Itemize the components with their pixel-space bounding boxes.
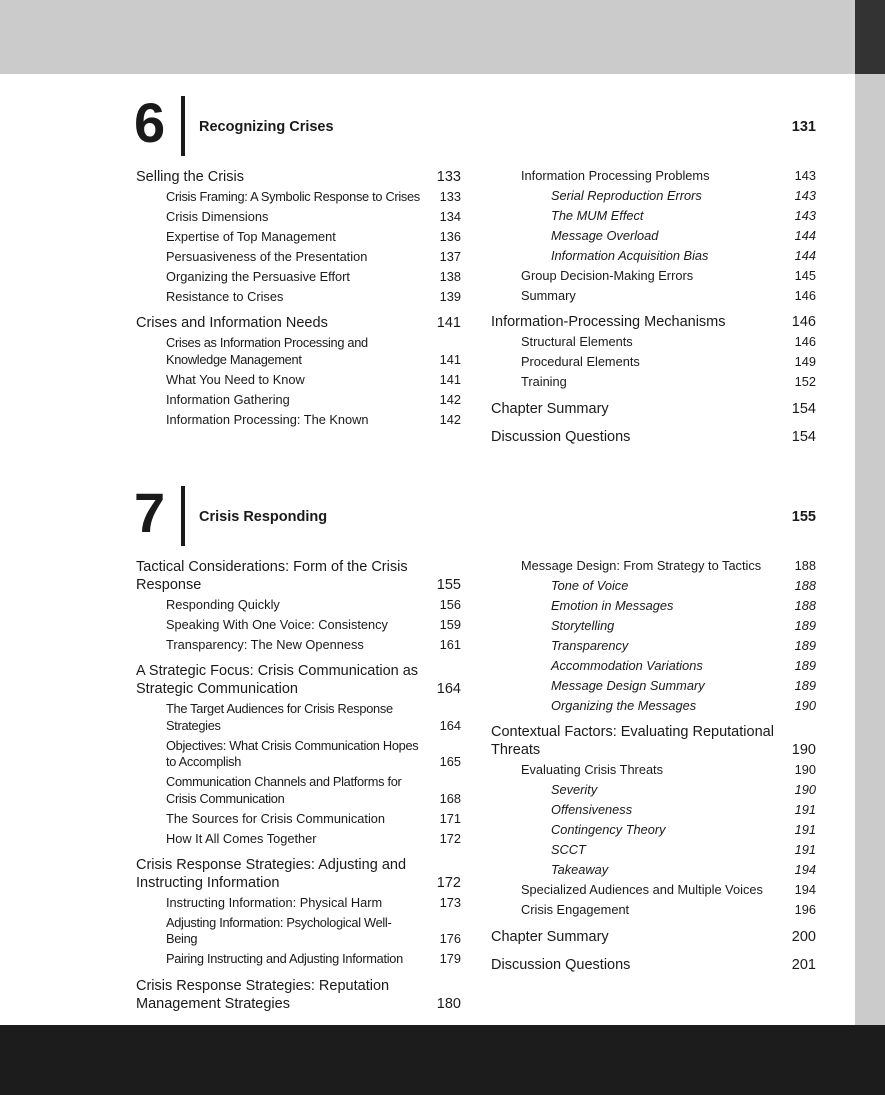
toc-entry-level-2	[136, 392, 461, 408]
toc-entry-level-3	[491, 618, 816, 634]
toc-entry-level-1	[491, 928, 816, 946]
toc-entry-level-2	[136, 412, 461, 428]
toc-column-left	[136, 558, 461, 1013]
toc-entry-title: Information Acquisition Bias	[551, 248, 709, 263]
toc-entry-title: Offensiveness	[551, 802, 633, 818]
toc-entry-title: The Sources for Crisis Communication	[166, 810, 386, 826]
toc-entry-title: Persuasiveness of the Presentation	[166, 249, 368, 264]
toc-entry-page: 191	[794, 802, 816, 818]
viewer-corner	[855, 0, 885, 74]
toc-entry-page: 191	[794, 822, 816, 838]
toc-entry-page: 168	[439, 790, 461, 806]
toc-entry-level-1	[136, 856, 461, 892]
toc-entry-title: Contextual Factors: Evaluating Reputational Threats	[491, 724, 774, 759]
toc-entry-title: Message Design: From Strategy to Tactics	[521, 558, 762, 573]
toc-entry-level-2	[136, 269, 461, 285]
toc-entry-page: 180	[436, 995, 461, 1012]
toc-entry-page: 172	[436, 875, 461, 892]
toc-entry-title: Group Decision-Making Errors	[521, 268, 694, 283]
toc-entry-title: Crises as Information Processing and Knowledge Management	[166, 335, 368, 367]
toc-entry-level-2	[136, 597, 461, 613]
toc-entry-title: Chapter Summary	[491, 928, 609, 945]
toc-entry-level-2	[136, 229, 461, 245]
toc-entry-level-2	[136, 637, 461, 653]
toc-entry-page: 138	[439, 269, 461, 284]
toc-entry-page: 144	[794, 228, 816, 243]
toc-entry-level-3	[491, 208, 816, 224]
toc-entry-level-3	[491, 698, 816, 714]
toc-column-left	[136, 168, 461, 428]
toc-entry-page: 179	[439, 951, 461, 967]
toc-entry-level-2	[491, 902, 816, 918]
toc-entry-level-3	[491, 638, 816, 654]
toc-entry-page: 188	[794, 598, 816, 613]
toc-entry-title: Discussion Questions	[491, 428, 631, 445]
toc-entry-title: Tone of Voice	[551, 578, 629, 593]
toc-entry-level-2	[491, 334, 816, 350]
viewer-top-bar	[0, 0, 855, 74]
toc-entry-level-1	[136, 977, 461, 1013]
toc-entry-level-3	[491, 822, 816, 838]
toc-entry-title: Structural Elements	[521, 334, 633, 350]
toc-entry-level-1	[136, 558, 461, 594]
toc-entry-page: 142	[439, 411, 461, 427]
toc-entry-level-2	[136, 738, 461, 771]
toc-entry-level-3	[491, 802, 816, 818]
toc-entry-level-2	[136, 895, 461, 911]
toc-entry-page: 154	[791, 428, 816, 445]
toc-entry-page: 133	[439, 189, 461, 204]
toc-entry-level-3	[491, 658, 816, 674]
toc-entry-title: Crisis Engagement	[521, 902, 630, 918]
chapter-heading	[134, 91, 816, 158]
chapter-number: 6	[134, 91, 165, 154]
toc-entry-level-1	[491, 956, 816, 974]
toc-entry-title: Communication Channels and Platforms for Crisis Communication	[166, 774, 402, 806]
toc-entry-level-2	[491, 268, 816, 284]
toc-entry-level-3	[491, 578, 816, 594]
toc-entry-page: 161	[439, 637, 461, 652]
toc-entry-page: 149	[794, 354, 816, 370]
toc-entry-page: 189	[794, 638, 816, 653]
toc-entry-level-2	[491, 168, 816, 184]
toc-entry-title: Resistance to Crises	[166, 289, 284, 304]
toc-entry-level-2	[136, 335, 461, 368]
toc-entry-title: Crisis Response Strategies: Adjusting and Instructing Information	[136, 857, 407, 892]
toc-entry-title: Crisis Response Strategies: Reputation Management Strategies	[136, 977, 390, 1012]
toc-entry-title: Instructing Information: Physical Harm	[166, 895, 383, 911]
toc-entry-title: Message Overload	[551, 228, 659, 243]
toc-entry-title: Message Design Summary	[551, 678, 705, 693]
toc-entry-title: Adjusting Information: Psychological Well-Being	[166, 915, 392, 947]
toc-entry-level-2	[136, 372, 461, 388]
toc-entry-title: Training	[521, 374, 567, 390]
toc-entry-title: Objectives: What Crisis Communication Hopes to Accomplish	[166, 737, 419, 770]
toc-entry-title: Takeaway	[551, 862, 609, 878]
toc-entry-title: Procedural Elements	[521, 354, 640, 370]
toc-entry-page: 188	[794, 578, 816, 593]
toc-entry-page: 188	[794, 558, 816, 573]
chapter-7	[134, 481, 816, 1018]
toc-entry-page: 190	[794, 762, 816, 778]
toc-entry-page: 144	[794, 248, 816, 263]
toc-entry-page: 145	[794, 268, 816, 283]
toc-entry-level-2	[136, 701, 461, 734]
toc-entry-page: 164	[436, 681, 461, 698]
toc-entry-title: Transparency	[551, 638, 629, 653]
toc-entry-title: Transparency: The New Openness	[166, 637, 364, 652]
toc-entry-page: 200	[791, 928, 816, 945]
chapter-heading	[134, 481, 816, 548]
toc-entry-title: Chapter Summary	[491, 400, 609, 417]
toc-entry-level-3	[491, 248, 816, 264]
toc-entry-level-2	[491, 882, 816, 898]
toc-entry-page: 146	[794, 288, 816, 303]
toc-entry-title: Crisis Dimensions	[166, 209, 269, 224]
toc-entry-page: 189	[794, 678, 816, 693]
chapter-title: Crisis Responding	[199, 509, 328, 525]
chapter-rule	[181, 96, 185, 156]
toc-entry-level-2	[136, 831, 461, 847]
toc-entry-level-3	[491, 842, 816, 858]
toc-entry-title: Storytelling	[551, 618, 615, 633]
toc-column-right	[491, 558, 816, 974]
chapter-6	[134, 91, 816, 458]
toc-entry-title: Speaking With One Voice: Consistency	[166, 617, 388, 632]
toc-entry-page: 141	[439, 371, 461, 387]
chapter-page-number: 155	[791, 509, 816, 525]
toc-entry-level-1	[136, 662, 461, 698]
toc-entry-page: 136	[439, 229, 461, 244]
toc-entry-level-2	[491, 288, 816, 304]
chapter-title: Recognizing Crises	[199, 119, 334, 135]
toc-entry-title: Information Processing Problems	[521, 168, 710, 183]
toc-entry-page: 143	[794, 168, 816, 183]
toc-entry-page: 154	[791, 400, 816, 417]
toc-entry-page: 189	[794, 618, 816, 633]
toc-entry-level-3	[491, 228, 816, 244]
toc-entry-page: 189	[794, 658, 816, 673]
chapter-number: 7	[134, 481, 165, 544]
toc-entry-page: 172	[439, 830, 461, 846]
toc-entry-level-2	[136, 774, 461, 807]
toc-entry-level-2	[491, 762, 816, 778]
toc-entry-title: Serial Reproduction Errors	[551, 188, 702, 203]
toc-entry-title: SCCT	[551, 842, 586, 858]
toc-entry-title: Crisis Framing: A Symbolic Response to Crises	[166, 189, 420, 204]
toc-entry-title: What You Need to Know	[166, 371, 305, 387]
toc-entry-title: A Strategic Focus: Crisis Communication as Strategic Communication	[136, 663, 419, 698]
toc-entry-page: 190	[794, 782, 816, 798]
toc-entry-page: 176	[439, 931, 461, 947]
toc-entry-level-1	[136, 168, 461, 186]
toc-entry-page: 141	[439, 351, 461, 367]
toc-entry-level-2	[136, 289, 461, 305]
toc-entry-title: Responding Quickly	[166, 597, 280, 612]
toc-entry-level-1	[491, 400, 816, 418]
toc-entry-level-2	[136, 249, 461, 265]
toc-entry-title: Emotion in Messages	[551, 598, 674, 613]
toc-entry-page: 190	[791, 742, 816, 759]
toc-entry-page: 155	[436, 577, 461, 593]
toc-entry-level-1	[491, 723, 816, 759]
toc-entry-page: 190	[794, 698, 816, 713]
toc-entry-page: 201	[791, 956, 816, 973]
toc-entry-title: Organizing the Persuasive Effort	[166, 269, 350, 284]
toc-entry-title: Evaluating Crisis Threats	[521, 762, 664, 778]
toc-entry-page: 152	[794, 374, 816, 390]
toc-entry-title: Pairing Instructing and Adjusting Information	[166, 951, 403, 967]
toc-entry-title: Accommodation Variations	[551, 658, 703, 673]
toc-entry-level-2	[136, 209, 461, 225]
toc-entry-page: 159	[439, 617, 461, 632]
toc-entry-title: Information Processing: The Known	[166, 411, 369, 427]
toc-entry-page: 133	[436, 169, 461, 185]
toc-entry-page: 139	[439, 289, 461, 304]
toc-entry-level-2	[136, 811, 461, 827]
toc-entry-page: 156	[439, 597, 461, 612]
toc-entry-level-3	[491, 678, 816, 694]
toc-entry-page: 146	[791, 314, 816, 331]
toc-entry-page: 137	[439, 249, 461, 264]
toc-entry-level-1	[491, 313, 816, 331]
toc-entry-level-3	[491, 862, 816, 878]
toc-entry-title: The Target Audiences for Crisis Response Strategies	[166, 701, 393, 733]
chapter-rule	[181, 486, 185, 546]
toc-entry-title: How It All Comes Together	[166, 830, 317, 846]
toc-entry-level-2	[136, 189, 461, 205]
toc-entry-level-1	[491, 428, 816, 446]
toc-entry-title: Information Gathering	[166, 391, 290, 407]
toc-entry-title: Information-Processing Mechanisms	[491, 314, 726, 331]
toc-entry-level-3	[491, 782, 816, 798]
chapter-page-number: 131	[791, 119, 816, 135]
toc-entry-title: Organizing the Messages	[551, 698, 697, 713]
document-page	[0, 74, 855, 1025]
toc-entry-title: Contingency Theory	[551, 822, 666, 838]
toc-entry-title: Discussion Questions	[491, 956, 631, 973]
toc-entry-level-2	[491, 374, 816, 390]
toc-entry-level-2	[136, 915, 461, 948]
toc-entry-title: Specialized Audiences and Multiple Voices	[521, 882, 763, 898]
scrollbar[interactable]	[855, 74, 885, 1025]
toc-column-right	[491, 168, 816, 446]
toc-entry-page: 143	[794, 188, 816, 203]
toc-entry-level-3	[491, 598, 816, 614]
toc-entry-title: Tactical Considerations: Form of the Crisis Response	[136, 559, 408, 593]
toc-entry-title: Expertise of Top Management	[166, 229, 336, 244]
toc-entry-title: Selling the Crisis	[136, 169, 244, 185]
toc-entry-page: 196	[794, 902, 816, 918]
toc-entry-level-3	[491, 188, 816, 204]
toc-entry-title: Summary	[521, 288, 576, 303]
toc-entry-page: 143	[794, 208, 816, 223]
toc-entry-page: 141	[436, 315, 461, 332]
toc-entry-page: 191	[794, 842, 816, 858]
toc-entry-title: Severity	[551, 782, 598, 798]
toc-entry-page: 142	[439, 391, 461, 407]
toc-entry-page: 146	[794, 334, 816, 350]
toc-entry-level-2	[136, 617, 461, 633]
toc-entry-level-2	[491, 558, 816, 574]
toc-entry-page: 173	[439, 895, 461, 911]
toc-entry-title: The MUM Effect	[551, 208, 644, 223]
toc-entry-page: 134	[439, 209, 461, 224]
toc-entry-level-1	[136, 314, 461, 332]
toc-entry-level-2	[491, 354, 816, 370]
toc-entry-title: Crises and Information Needs	[136, 315, 328, 332]
toc-entry-page: 194	[794, 862, 816, 878]
toc-entry-page: 171	[439, 810, 461, 826]
toc-entry-level-2	[136, 951, 461, 967]
toc-entry-page: 165	[439, 754, 461, 770]
toc-entry-page: 164	[439, 717, 461, 733]
toc-entry-page: 194	[794, 882, 816, 898]
